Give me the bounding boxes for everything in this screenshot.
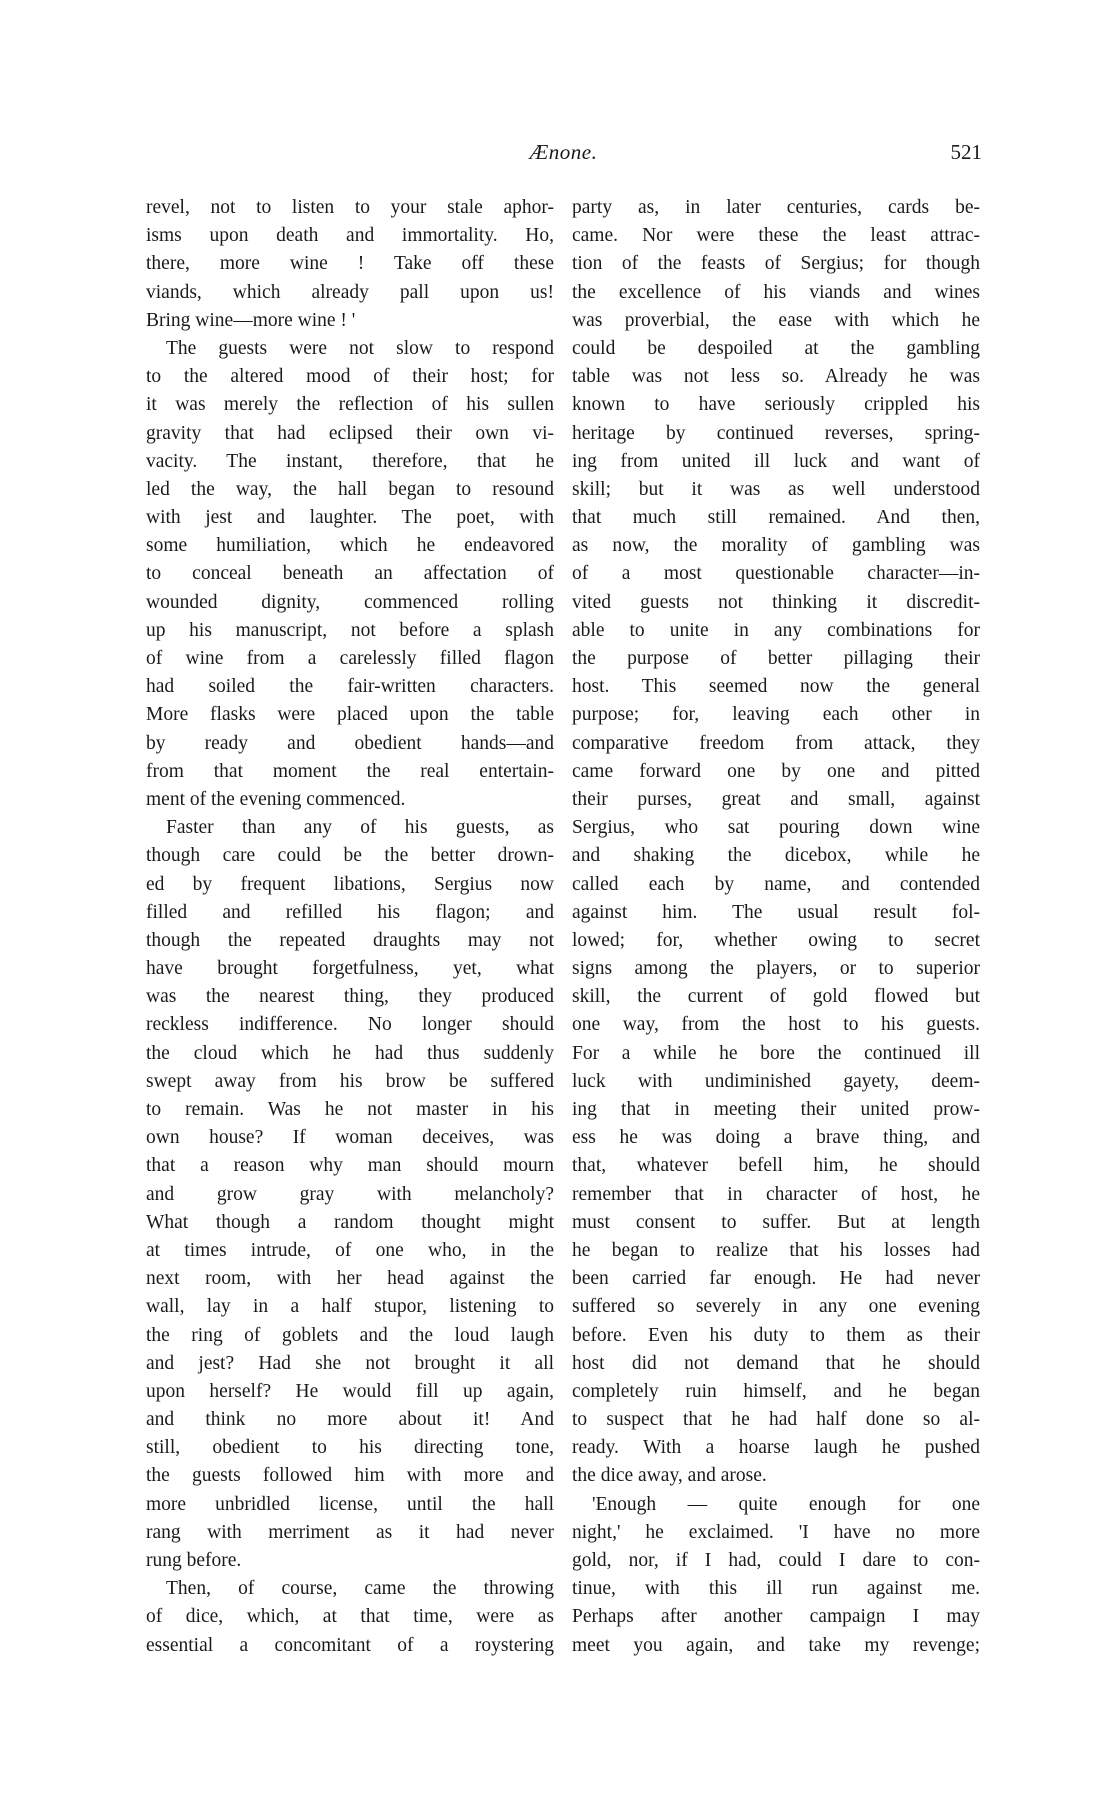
- text-line: For a while he bore the continued ill: [572, 1042, 980, 1064]
- text-line: the purpose of better pillaging their: [572, 648, 980, 669]
- text-line: though the repeated draughts may not: [146, 929, 554, 951]
- text-line: completely ruin himself, and he began: [572, 1380, 980, 1402]
- text-line: to suspect that he had half done so al-: [572, 1409, 980, 1431]
- text-line: to conceal beneath an affectation of: [146, 563, 554, 585]
- text-line: by ready and obedient hands—and: [146, 732, 554, 754]
- page-number: 521: [950, 140, 982, 164]
- text-line: ready. With a hoarse laugh he pushed: [572, 1437, 980, 1459]
- text-line: called each by name, and contended: [572, 873, 980, 895]
- text-line: had soiled the fair-written characters.: [146, 676, 554, 698]
- text-line: tion of the feasts of Sergius; for though: [572, 253, 980, 275]
- text-line: host. This seemed now the general: [572, 676, 980, 698]
- text-line: luck with undiminished gayety, deem-: [572, 1070, 980, 1092]
- text-line: purpose; for, leaving each other in: [572, 704, 980, 726]
- text-line: revel, not to listen to your stale aphor-: [146, 197, 554, 218]
- text-line: ess he was doing a brave thing, and: [572, 1127, 980, 1149]
- text-line: next room, with her head against the: [146, 1268, 554, 1290]
- text-line: and think no more about it! And: [146, 1409, 554, 1431]
- text-line: suffered so severely in any one evening: [572, 1296, 980, 1318]
- page-header: [145, 140, 982, 170]
- text-line: comparative freedom from attack, they: [572, 732, 980, 754]
- text-line: and shaking the dicebox, while he: [572, 845, 980, 867]
- text-line: have brought forgetfulness, yet, what: [146, 958, 554, 980]
- text-line: wounded dignity, commenced rolling: [146, 591, 554, 613]
- text-line: Then, of course, came the throwing: [166, 1578, 554, 1600]
- text-line: ment of the evening commenced.: [146, 788, 406, 810]
- text-line: party as, in later centuries, cards be-: [572, 197, 980, 218]
- text-line: The guests were not slow to respond: [166, 337, 554, 359]
- text-line: filled and refilled his flagon; and: [146, 901, 554, 923]
- text-line: swept away from his brow be suffered: [146, 1070, 554, 1092]
- text-line: against him. The usual result fol-: [572, 901, 980, 923]
- text-line: it was merely the reflection of his sullen: [146, 394, 554, 416]
- text-line: the excellence of his viands and wines: [572, 281, 980, 303]
- text-line: More flasks were placed upon the table: [146, 704, 554, 726]
- right-column: [572, 194, 980, 1660]
- text-line: able to unite in any combinations for: [572, 619, 980, 641]
- text-line: host did not demand that he should: [572, 1352, 980, 1374]
- text-line: from that moment the real entertain-: [146, 760, 554, 782]
- text-line: 'Enough — quite enough for one: [592, 1493, 980, 1515]
- text-line: table was not less so. Already he was: [572, 366, 980, 388]
- text-line: Bring wine—more wine ! ': [146, 309, 356, 331]
- text-line: tinue, with this ill run against me.: [572, 1578, 980, 1600]
- text-line: meet you again, and take my revenge;: [572, 1634, 980, 1656]
- left-column: [146, 194, 554, 1660]
- text-line: one way, from the host to his guests.: [572, 1014, 980, 1036]
- text-line: the ring of goblets and the loud laugh: [146, 1324, 554, 1346]
- text-line: to remain. Was he not master in his: [146, 1099, 554, 1120]
- text-line: the guests followed him with more and: [146, 1465, 554, 1487]
- text-line: What though a random thought might: [146, 1211, 554, 1233]
- text-line: heritage by continued reverses, spring-: [572, 422, 980, 444]
- text-line: there, more wine ! Take off these: [146, 253, 554, 275]
- text-line: lowed; for, whether owing to secret: [572, 929, 980, 951]
- text-line: Perhaps after another campaign I may: [572, 1606, 980, 1628]
- text-line: must consent to suffer. But at length: [572, 1211, 980, 1233]
- text-line: to the altered mood of their host; for: [146, 366, 554, 388]
- text-line: viands, which already pall upon us!: [146, 281, 554, 303]
- text-line: was the nearest thing, they produced: [146, 986, 554, 1008]
- text-line: ing from united ill luck and want of: [572, 450, 980, 472]
- text-line: Sergius, who sat pouring down wine: [572, 817, 980, 839]
- text-line: up his manuscript, not before a splash: [146, 619, 554, 641]
- text-line: that a reason why man should mourn: [146, 1155, 554, 1177]
- text-line: of dice, which, at that time, were as: [146, 1606, 554, 1628]
- text-line: with jest and laughter. The poet, with: [146, 507, 554, 529]
- text-line: before. Even his duty to them as their: [572, 1324, 980, 1346]
- text-line: at times intrude, of one who, in the: [146, 1239, 554, 1261]
- text-line: reckless indifference. No longer should: [146, 1014, 554, 1036]
- text-line: of a most questionable character—in-: [572, 563, 980, 585]
- text-line: came forward one by one and pitted: [572, 760, 980, 782]
- text-line: the dice away, and arose.: [572, 1465, 767, 1487]
- text-line: isms upon death and immortality. Ho,: [146, 225, 554, 247]
- text-line: that, whatever befell him, he should: [572, 1155, 980, 1177]
- text-line: ing that in meeting their united prow-: [572, 1099, 980, 1120]
- text-line: Faster than any of his guests, as: [166, 817, 554, 839]
- text-line: upon herself? He would fill up again,: [146, 1380, 554, 1402]
- text-line: he began to realize that his losses had: [572, 1239, 980, 1261]
- text-line: wall, lay in a half stupor, listening to: [146, 1296, 554, 1318]
- text-line: remember that in character of host, he: [572, 1183, 980, 1205]
- text-line: vited guests not thinking it discredit-: [572, 591, 980, 613]
- text-line: gold, nor, if I had, could I dare to con-: [572, 1550, 980, 1571]
- text-line: gravity that had eclipsed their own vi-: [146, 422, 554, 444]
- text-line: that much still remained. And then,: [572, 507, 980, 529]
- text-line: skill; but it was as well understood: [572, 478, 980, 500]
- text-line: was proverbial, the ease with which he: [572, 309, 980, 331]
- text-line: known to have seriously crippled his: [572, 394, 980, 416]
- text-line: rang with merriment as it had never: [146, 1521, 554, 1543]
- text-line: and jest? Had she not brought it all: [146, 1352, 554, 1374]
- text-line: rung before.: [146, 1550, 242, 1571]
- text-line: and grow gray with melancholy?: [146, 1183, 554, 1205]
- text-line: of wine from a carelessly filled flagon: [146, 648, 554, 669]
- text-line: as now, the morality of gambling was: [572, 535, 980, 557]
- text-line: the cloud which he had thus suddenly: [146, 1042, 554, 1064]
- text-line: vacity. The instant, therefore, that he: [146, 450, 554, 472]
- text-line: some humiliation, which he endeavored: [146, 535, 554, 557]
- text-line: though care could be the better drown-: [146, 845, 554, 867]
- text-line: came. Nor were these the least attrac-: [572, 225, 980, 247]
- text-line: could be despoiled at the gambling: [572, 337, 980, 359]
- running-title: Ænone.: [529, 140, 598, 164]
- text-line: their purses, great and small, against: [572, 788, 980, 810]
- text-line: night,' he exclaimed. 'I have no more: [572, 1521, 980, 1543]
- text-line: skill, the current of gold flowed but: [572, 986, 980, 1008]
- text-line: essential a concomitant of a roystering: [146, 1634, 554, 1656]
- text-line: still, obedient to his directing tone,: [146, 1437, 554, 1459]
- text-line: been carried far enough. He had never: [572, 1268, 980, 1290]
- text-line: more unbridled license, until the hall: [146, 1493, 554, 1515]
- text-line: signs among the players, or to superior: [572, 958, 980, 980]
- text-line: led the way, the hall began to resound: [146, 478, 554, 500]
- text-line: own house? If woman deceives, was: [146, 1127, 554, 1149]
- text-line: ed by frequent libations, Sergius now: [146, 873, 554, 895]
